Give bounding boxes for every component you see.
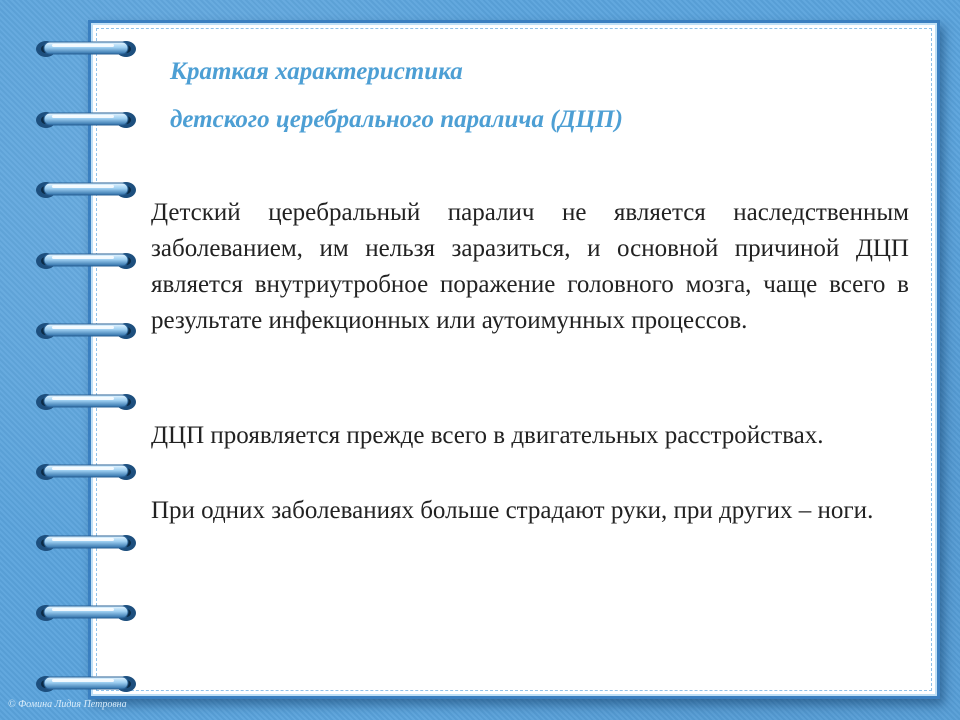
paragraph-arms-legs: При одних заболеваниях больше страдают руки, при других – ноги.: [151, 497, 874, 524]
copyright-signature: © Фомина Лидия Петровна: [8, 699, 127, 710]
spiral-ring-icon: [34, 249, 138, 273]
spiral-ring-icon: [34, 672, 138, 696]
paragraph-motor-disorders: ДЦП проявляется прежде всего в двигательных расстройствах.: [151, 422, 824, 449]
slide-title-line-1: Краткая характеристика: [170, 58, 463, 85]
spiral-ring-icon: [34, 531, 138, 555]
spiral-ring-icon: [34, 178, 138, 202]
spiral-ring-icon: [34, 390, 138, 414]
spiral-ring-icon: [34, 319, 138, 343]
spiral-ring-icon: [34, 108, 138, 132]
spiral-ring-icon: [34, 601, 138, 625]
paragraph-cause: Детский церебральный паралич не является наследственным заболеванием, им нельзя заразиться, и основной причиной ДЦП является внутриутробное поражение головного мозга, чаще всего в результате инфекционных или аутоимунных процессов.: [151, 199, 909, 334]
spiral-ring-icon: [34, 37, 138, 61]
spiral-ring-icon: [34, 460, 138, 484]
slide-title-line-2: детского церебрального паралича (ДЦП): [170, 106, 623, 133]
